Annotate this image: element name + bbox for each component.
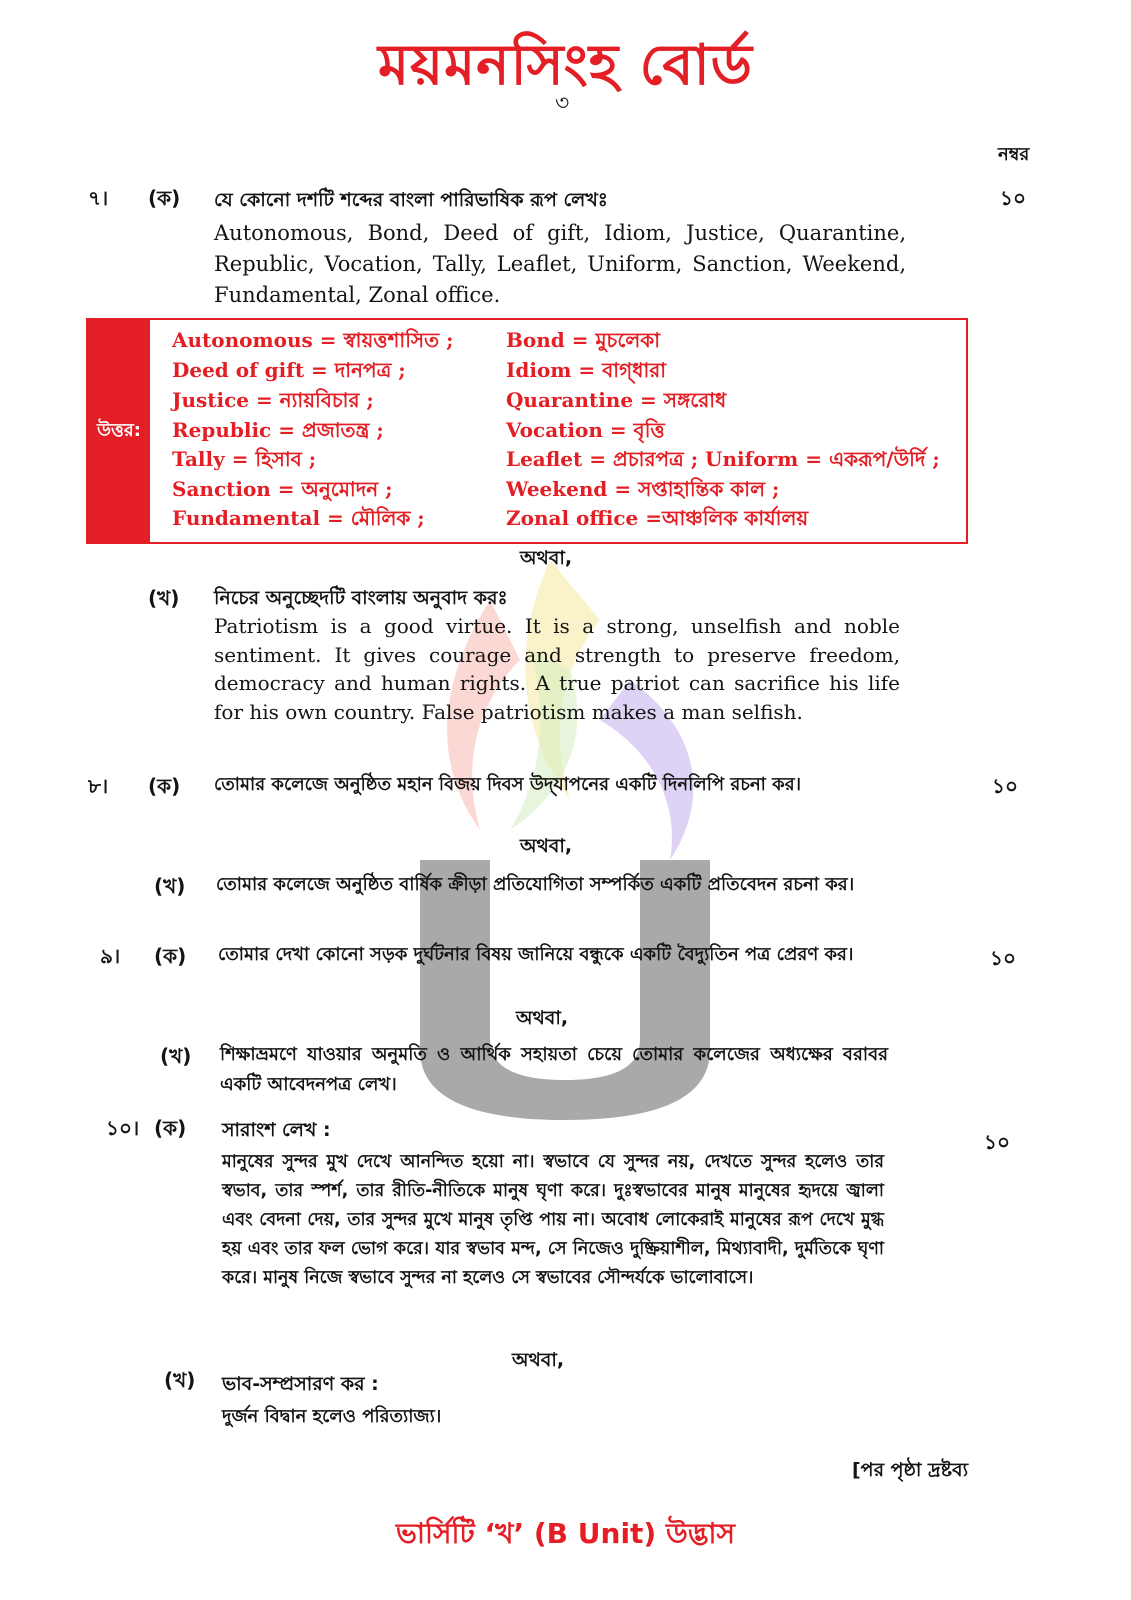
question-marks: ১০ xyxy=(1000,186,1026,210)
answer-item: Tally = হিসাব ; xyxy=(172,447,317,471)
or-separator: অথবা, xyxy=(516,1007,569,1029)
question-text: শিক্ষাভ্রমণে যাওয়ার অনুমতি ও আর্থিক সহায়তা চেয়ে তোমার কলেজের অধ্যক্ষের বরাবর একটি আবেদনপত্র লেখ। xyxy=(220,1044,888,1095)
question-part-label: (খ) xyxy=(154,874,186,898)
answer-item: Idiom = বাগ্‌ধারা xyxy=(506,358,667,382)
question-marks: ১০ xyxy=(992,774,1018,798)
question-part-label: (খ) xyxy=(164,1368,196,1392)
answer-item: Fundamental = মৌলিক ; xyxy=(172,506,425,530)
question-number: ১০। xyxy=(106,1116,140,1140)
or-separator: অথবা, xyxy=(520,547,573,569)
answer-item: Deed of gift = দানপত্র ; xyxy=(172,358,406,382)
question-part-label: (ক) xyxy=(148,186,181,210)
continue-note: [পর পৃষ্ঠা দ্রষ্টব্য xyxy=(852,1459,969,1481)
answer-item: Justice = ন্যায়বিচার ; xyxy=(172,388,374,412)
answer-label: উত্তর: xyxy=(88,320,150,542)
question-instruction: ভাব-সম্প্রসারণ কর : xyxy=(222,1373,379,1395)
question-text: তোমার কলেজে অনুষ্ঠিত বার্ষিক ক্রীড়া প্রতিযোগিতা সম্পর্কিত একটি প্রতিবেদন রচনা কর। xyxy=(216,874,855,895)
answer-item: Sanction = অনুমোদন ; xyxy=(172,477,393,501)
question-number: ৭। xyxy=(88,186,109,210)
answer-item: Weekend = সপ্তাহান্তিক কাল ; xyxy=(506,477,780,501)
board-title: ময়মনসিংহ বোর্ড xyxy=(378,33,753,98)
question-part-label: (খ) xyxy=(160,1044,192,1068)
question-part-label: (ক) xyxy=(154,1116,187,1140)
question-instruction: নিচের অনুচ্ছেদটি বাংলায় অনুবাদ করঃ xyxy=(214,587,508,609)
answer-item: Autonomous = স্বায়ত্তশাসিত ; xyxy=(172,328,454,352)
question-word-list: Autonomous, Bond, Deed of gift, Idiom, Justice, Quarantine, Republic, Vocation, Tally, Leaflet, Uniform, Sanction, Weekend, Fundamental, Zonal office. xyxy=(214,221,906,307)
or-separator: অথবা, xyxy=(512,1349,565,1371)
answer-item: Zonal office =আঞ্চলিক কার্যালয় xyxy=(506,506,809,530)
question-text: দুর্জন বিদ্বান হলেও পরিত্যাজ্য। xyxy=(222,1406,442,1427)
question-text: তোমার দেখা কোনো সড়ক দুর্ঘটনার বিষয় জানিয়ে বন্ধুকে একটি বৈদ্যুতিন পত্র প্রেরণ কর। xyxy=(218,944,854,965)
translation-passage: Patriotism is a good virtue. It is a strong, unselfish and noble sentiment. It gives courage and strength to preserve freedom, democracy and human rights. A true patriot can sacrifice his life for his own country. False patriotism makes a man selfish. xyxy=(214,614,900,724)
page-number: ৩ xyxy=(555,91,570,116)
question-part-label: (ক) xyxy=(148,774,181,798)
footer-title: ভার্সিটি ‘খ’ (B Unit) উদ্ভাস xyxy=(395,1517,736,1550)
or-separator: অথবা, xyxy=(520,835,573,857)
answer-box xyxy=(86,318,968,544)
question-text: তোমার কলেজে অনুষ্ঠিত মহান বিজয় দিবস উদ্‌যাপনের একটি দিনলিপি রচনা কর। xyxy=(214,774,802,795)
question-number: ৯। xyxy=(100,944,121,968)
marks-column-header: নম্বর xyxy=(998,144,1030,165)
answer-item: Republic = প্রজাতন্ত্র ; xyxy=(172,418,384,442)
answer-item: Bond = মুচলেকা xyxy=(506,328,661,352)
answer-item: Leaflet = প্রচারপত্র ; Uniform = একরূপ/উর্দি ; xyxy=(506,447,940,471)
summary-passage: মানুষের সুন্দর মুখ দেখে আনন্দিত হয়ো না। স্বভাবে যে সুন্দর নয়, দেখতে সুন্দর হলেও তার স্বভাব, তার স্পর্শ, তার রীতি-নীতিকে মানুষ ঘৃণা করে। দুঃস্বভাবের মানুষ মানুষের হৃদয়ে জ্বালা এবং বেদনা দেয়, তার সুন্দর মুখে মানুষ তৃপ্তি পায় না। অবোধ লোকেরাই মানুষের রূপ দেখে মুগ্ধ হয় এবং তার ফল ভোগ করে। যার স্বভাব মন্দ, সে নিজেও দুষ্ক্রিয়াশীল, মিথ্যাবাদী, দুর্মতিকে ঘৃণা করে। মানুষ নিজে স্বভাবে সুন্দর না হলেও সে স্বভাবের সৌন্দর্যকে ভালোবাসে। xyxy=(222,1152,884,1288)
question-instruction: যে কোনো দশটি শব্দের বাংলা পারিভাষিক রূপ লেখঃ xyxy=(214,189,608,211)
answer-item: Quarantine = সঙ্গরোধ xyxy=(506,388,727,412)
question-marks: ১০ xyxy=(990,946,1016,970)
question-marks: ১০ xyxy=(984,1130,1010,1154)
question-instruction: সারাংশ লেখ : xyxy=(222,1119,331,1141)
question-part-label: (ক) xyxy=(154,944,187,968)
question-part-label: (খ) xyxy=(148,586,180,610)
answer-item: Vocation = বৃত্তি xyxy=(506,418,665,442)
question-number: ৮। xyxy=(88,774,109,798)
